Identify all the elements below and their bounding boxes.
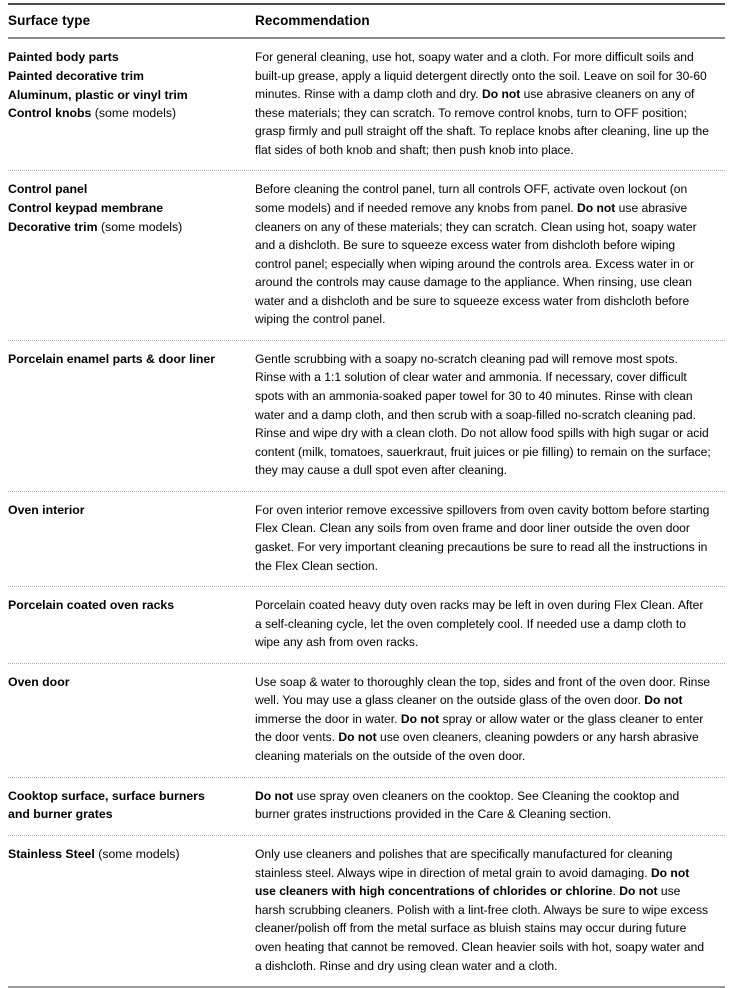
surface-type-cell [8,778,230,836]
surface-type-cell [8,39,230,170]
header-cell-recommendation [230,5,725,37]
recommendation-text [230,845,725,975]
surface-type-text [8,596,230,615]
table-row [8,171,725,340]
recommendation-cell [230,492,725,586]
table-row-inner [8,778,725,836]
surface-type-line: Cooktop surface, surface burners and burner grates [8,788,205,822]
recommendation-span: spray or allow water or the glass cleaner to enter the door vents. [255,711,704,745]
surface-type-line: Painted decorative trim [8,68,144,83]
table-row-inner [8,171,725,340]
table-row [8,341,725,491]
recommendation-emphasis: Do not [338,730,377,745]
table-row [8,492,725,586]
surface-type-line: Painted body parts [8,50,119,64]
surface-type-line: Decorative trim (some models) [8,220,183,234]
recommendation-cell [230,39,725,170]
surface-type-line: Control knobs (some models) [8,106,177,121]
table-header [8,5,725,37]
surface-type-text [8,180,230,236]
table-body [8,39,725,986]
surface-type-text [8,673,230,692]
surface-type-line: Aluminum, plastic or vinyl trim [8,87,188,102]
recommendation-text [230,596,725,652]
recommendation-span: use abrasive cleaners on any of these materials; they can scratch. To remove control knobs, turn to OFF position; grasp firmly and pull straight off the shaft. To replace knobs after cleaning, line up the flat sides of both knob and shaft; then push knob into place. [255,87,710,157]
table-row-inner [8,664,725,777]
recommendation-cell [230,341,725,491]
table-row-inner [8,492,725,586]
surface-type-note: (some models) [94,847,180,862]
column-header-surface-type: Surface type [8,13,91,28]
table-row [8,778,725,836]
recommendation-span: . [612,884,620,899]
surface-type-text [8,845,230,864]
surface-type-note: (some models) [97,220,183,234]
table-row [8,587,725,663]
table-row-inner [8,587,725,663]
recommendation-cell [230,778,725,836]
recommendation-span: Before cleaning the control panel, turn all controls OFF, activate oven lockout (on some models) and if needed remove any knobs from panel. [255,182,688,215]
surface-type-note: (some models) [91,106,177,121]
recommendation-span: use harsh scrubbing cleaners. Polish with a lint-free cloth. Always be sure to wipe excess cleaner/polish off from the metal surface as bluish stains may occur during future oven heating that cannot be removed. Clean heavier soils with hot, soapy water and a dishcloth. Rinse and dry using clean water and a cloth. [255,884,709,973]
recommendation-emphasis: Do not use cleaners with high concentrations of chlorides or chlorine [255,865,690,899]
recommendation-span: use oven cleaners, cleaning powders or any harsh abrasive cleaning materials on the outside of the oven door. [255,730,699,763]
recommendation-text [230,673,725,766]
surface-cleaning-table [8,5,725,37]
surface-type-text [8,48,230,123]
surface-type-line: Stainless Steel (some models) [8,847,180,862]
recommendation-span: use abrasive cleaners on any of these materials; they can scratch. Clean using hot, soapy water and a dishcloth. Be sure to squeeze excess water from dishcloth before wiping control panel; especially when wiping around the controls area. Excess water in or around the controls may cause damage to the appliance. When rinsing, use clean water and a dishcloth and be sure to squeeze excess water from dishcloth before wiping the control panel. [255,200,697,327]
surface-type-cell [8,587,230,663]
recommendation-span: For oven interior remove excessive spillovers from oven cavity bottom before starting Flex Clean. Clean any soils from oven frame and door liner outside the oven door gasket. For very important cleaning precautions be sure to read all the instructions in the Flex Clean section. [255,502,710,573]
surface-type-text [8,787,230,825]
surface-type-line: Control keypad membrane [8,201,164,216]
recommendation-cell [230,587,725,663]
recommendation-span: use spray oven cleaners on the cooktop. See Cleaning the cooktop and burner grates instructions provided in the Care & Cleaning section. [255,788,680,822]
recommendation-cell [230,664,725,777]
recommendation-emphasis: Do not [481,87,521,102]
recommendation-emphasis: Do not [619,884,658,899]
surface-type-line: Oven door [8,674,70,689]
surface-type-text [8,350,230,369]
table-row-inner [8,341,725,491]
recommendation-text [230,48,725,159]
surface-type-text [8,501,230,520]
recommendation-span: Porcelain coated heavy duty oven racks may be left in oven during Flex Clean. After a self-cleaning cycle, let the oven completely cool. If needed use a damp cloth to wipe any ash from oven racks. [255,598,704,650]
surface-type-line: Porcelain enamel parts & door liner [8,351,216,366]
recommendation-span: immerse the door in water. [255,711,401,726]
recommendation-span: Only use cleaners and polishes that are specifically manufactured for cleaning stainless steel. Always wipe in direction of metal grain to avoid damaging. [255,847,673,880]
recommendation-emphasis: Do not [644,693,683,708]
surface-type-line: Oven interior [8,502,85,517]
surface-type-cell [8,171,230,340]
recommendation-text [230,787,725,824]
cleaning-recommendations-document [0,3,733,973]
recommendation-text [230,180,725,329]
column-header-recommendation: Recommendation [255,13,370,28]
surface-type-cell [8,664,230,777]
surface-type-cell [8,341,230,491]
header-row [8,5,725,37]
table-row [8,664,725,777]
recommendation-text [230,350,725,480]
recommendation-text [230,501,725,575]
recommendation-span: For general cleaning, use hot, soapy water and a cloth. For more difficult soils and built-up grease, apply a liquid detergent directly onto the soil. Leave on soil for 30-60 minutes. Rinse with a damp cloth and dry. [255,50,707,102]
surface-type-line: Porcelain coated oven racks [8,598,175,613]
table-row [8,39,725,170]
recommendation-span: Use soap & water to thoroughly clean the top, sides and front of the oven door. Rinse well. You may use a glass cleaner on the outside glass of the oven door. [255,674,711,708]
table-row-inner [8,39,725,170]
header-cell-surface-type [8,5,230,37]
recommendation-cell [230,171,725,340]
recommendation-emphasis: Do not [577,200,616,215]
surface-type-cell [8,492,230,586]
recommendation-emphasis: Do not [400,711,440,726]
recommendation-emphasis: Do not [255,788,294,803]
surface-type-line: Control panel [8,182,88,197]
recommendation-span: Gentle scrubbing with a soapy no-scratch cleaning pad will remove most spots. Rinse with a 1:1 solution of clear water and ammonia. If necessary, cover difficult spots with an ammonia-soaked paper towel for 30 to 40 minutes. Rinse with clean water and a damp cloth, and then scrub with a soap-filled no-scratch cleaning pad. Rinse and wipe dry with a clean cloth. Do not allow food spills with high sugar or acid content (milk, tomatoes, sauerkraut, fruit juices or pie filling) to remain on the surface; they may cause a dull spot even after cleaning. [255,351,711,478]
